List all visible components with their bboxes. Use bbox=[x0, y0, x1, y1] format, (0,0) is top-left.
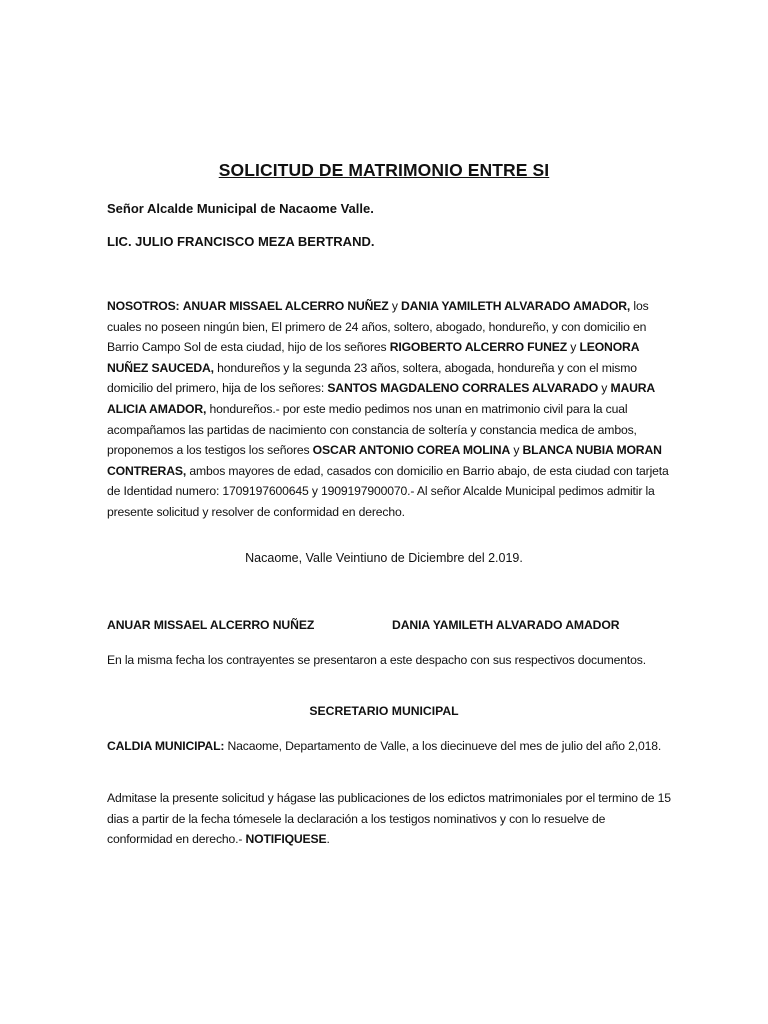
paragraph-text: hondureños.- por este medio pedimos nos unan en matrimonio civil para la cual acompañamos las partidas de nacimiento con constancia de soltería y constancia medica de ambos, proponemos a los testigos los señores bbox=[107, 401, 637, 458]
document-title: SOLICITUD DE MATRIMONIO ENTRE SI bbox=[218, 160, 550, 180]
signature-groom: ANUAR MISSAEL ALCERRO NUÑEZ bbox=[107, 618, 315, 632]
admission-end: . bbox=[326, 832, 330, 847]
paragraph-text: ambos mayores de edad, casados con domicilio en Barrio abajo, de esta ciudad con tarjeta de Identidad numero: 1709197600645 y 1909197900070.- Al señor Alcalde Municipal pedimos admitir la presente solicitud y resolver de conformidad en derecho. bbox=[107, 463, 669, 519]
request-paragraph bbox=[107, 296, 672, 523]
caldia-text: Nacaome, Departamento de Valle, a los diecinueve del mes de julio del año 2,018. bbox=[224, 739, 662, 753]
conjunction: y bbox=[567, 340, 580, 355]
witness-1-name: OSCAR ANTONIO COREA MOLINA bbox=[312, 443, 511, 458]
secretary-heading: SECRETARIO MUNICIPAL bbox=[309, 704, 459, 718]
presentation-note: En la misma fecha los contrayentes se presentaron a este despacho con sus respectivos documentos. bbox=[107, 653, 646, 667]
groom-father-name: RIGOBERTO ALCERRO FUNEZ bbox=[389, 340, 568, 355]
caldia-paragraph bbox=[107, 736, 672, 757]
admission-paragraph bbox=[107, 788, 672, 850]
conjunction: y bbox=[510, 443, 523, 458]
groom-name: ANUAR MISSAEL ALCERRO NUÑEZ bbox=[182, 299, 389, 313]
bride-mother-name: MAURA ALICIA AMADOR, bbox=[107, 381, 655, 416]
groom-mother-name: LEONORA NUÑEZ SAUCEDA, bbox=[107, 340, 639, 375]
paragraph-text: hondureños y la segunda 23 años, soltera, abogada, hondureña y con el mismo domicilio del primero, hija de los señores: bbox=[107, 360, 637, 396]
witness-2-name: BLANCA NUBIA MORAN CONTRERAS, bbox=[107, 443, 662, 478]
caldia-label: CALDIA MUNICIPAL: bbox=[107, 739, 225, 753]
addressee: Señor Alcalde Municipal de Nacaome Valle. bbox=[107, 201, 374, 216]
place-date: Nacaome, Valle Veintiuno de Diciembre del 2.019. bbox=[245, 551, 523, 565]
bride-name: DANIA YAMILETH ALVARADO AMADOR, bbox=[401, 299, 631, 313]
signature-bride: DANIA YAMILETH ALVARADO AMADOR bbox=[392, 618, 620, 632]
conjunction: y bbox=[598, 381, 611, 396]
paragraph-text: los cuales no poseen ningún bien, El primero de 24 años, soltero, abogado, hondureño, y con domicilio en Barrio Campo Sol de esta ciudad, hijo de los señores bbox=[107, 299, 649, 355]
bride-father-name: SANTOS MAGDALENO CORRALES ALVARADO bbox=[327, 381, 599, 396]
notify-label: NOTIFIQUESE bbox=[245, 832, 327, 847]
nosotros-label: NOSOTROS: bbox=[107, 299, 180, 313]
addressee-name: LIC. JULIO FRANCISCO MEZA BERTRAND. bbox=[107, 234, 375, 249]
conjunction: y bbox=[388, 299, 401, 313]
admission-text: Admitase la presente solicitud y hágase las publicaciones de los edictos matrimoniales por el termino de 15 dias a partir de la fecha tómesele la declaración a los testigos nominativos y con lo resuelve de conformidad en derecho.- bbox=[107, 791, 671, 847]
